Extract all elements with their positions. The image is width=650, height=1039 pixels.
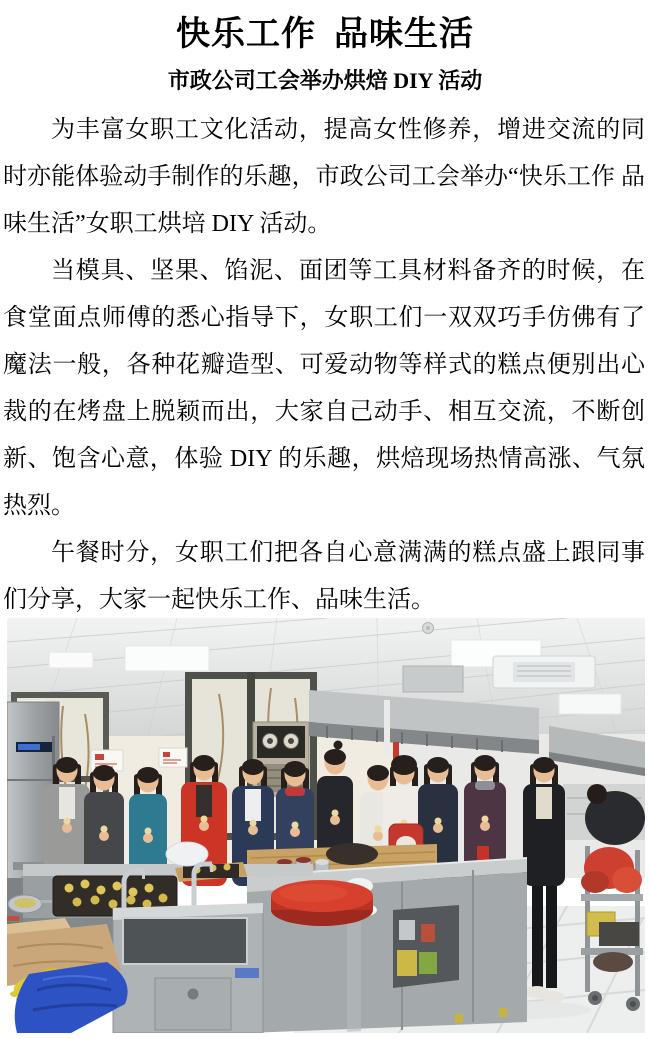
sink-unit <box>113 903 263 1033</box>
kitchen-counter <box>7 842 527 1033</box>
red-cutting-board <box>271 880 373 926</box>
paragraph-2: 当模具、坚果、馅泥、面团等工具材料备齐的时候，在食堂面点师傅的悉心指导下，女职工们一双双巧手仿佛有了魔法一般，各种花瓣造型、可爱动物等样式的糕点便别出心裁的在烤盘上脱颖而出，大家自己动手、相互交流，不断创新、饱含心意，体验 DIY 的乐趣，烘焙现场热情高涨、气氛热烈。 <box>3 258 645 519</box>
ac-cassette-unit <box>493 656 595 688</box>
article-subtitle: 市政公司工会举办烘焙 DIY 活动 <box>167 68 483 93</box>
article-title: 快乐工作 品味生活 <box>176 16 474 53</box>
article-body <box>3 107 645 624</box>
smoke-detector <box>423 623 434 634</box>
paragraph-3: 午餐时分，女职工们把各自心意满满的糕点盛上跟同事们分享，大家一起快乐工作、品味生活。 <box>3 540 645 613</box>
paragraph-1: 为丰富女职工文化活动，提高女性修养，增进交流的同时亦能体验动手制作的乐趣，市政公司工会举办“快乐工作 品味生活”女职工烘培 DIY 活动。 <box>3 117 645 237</box>
cabinet-shelf-packages <box>393 905 459 988</box>
article-photo <box>7 618 645 1033</box>
